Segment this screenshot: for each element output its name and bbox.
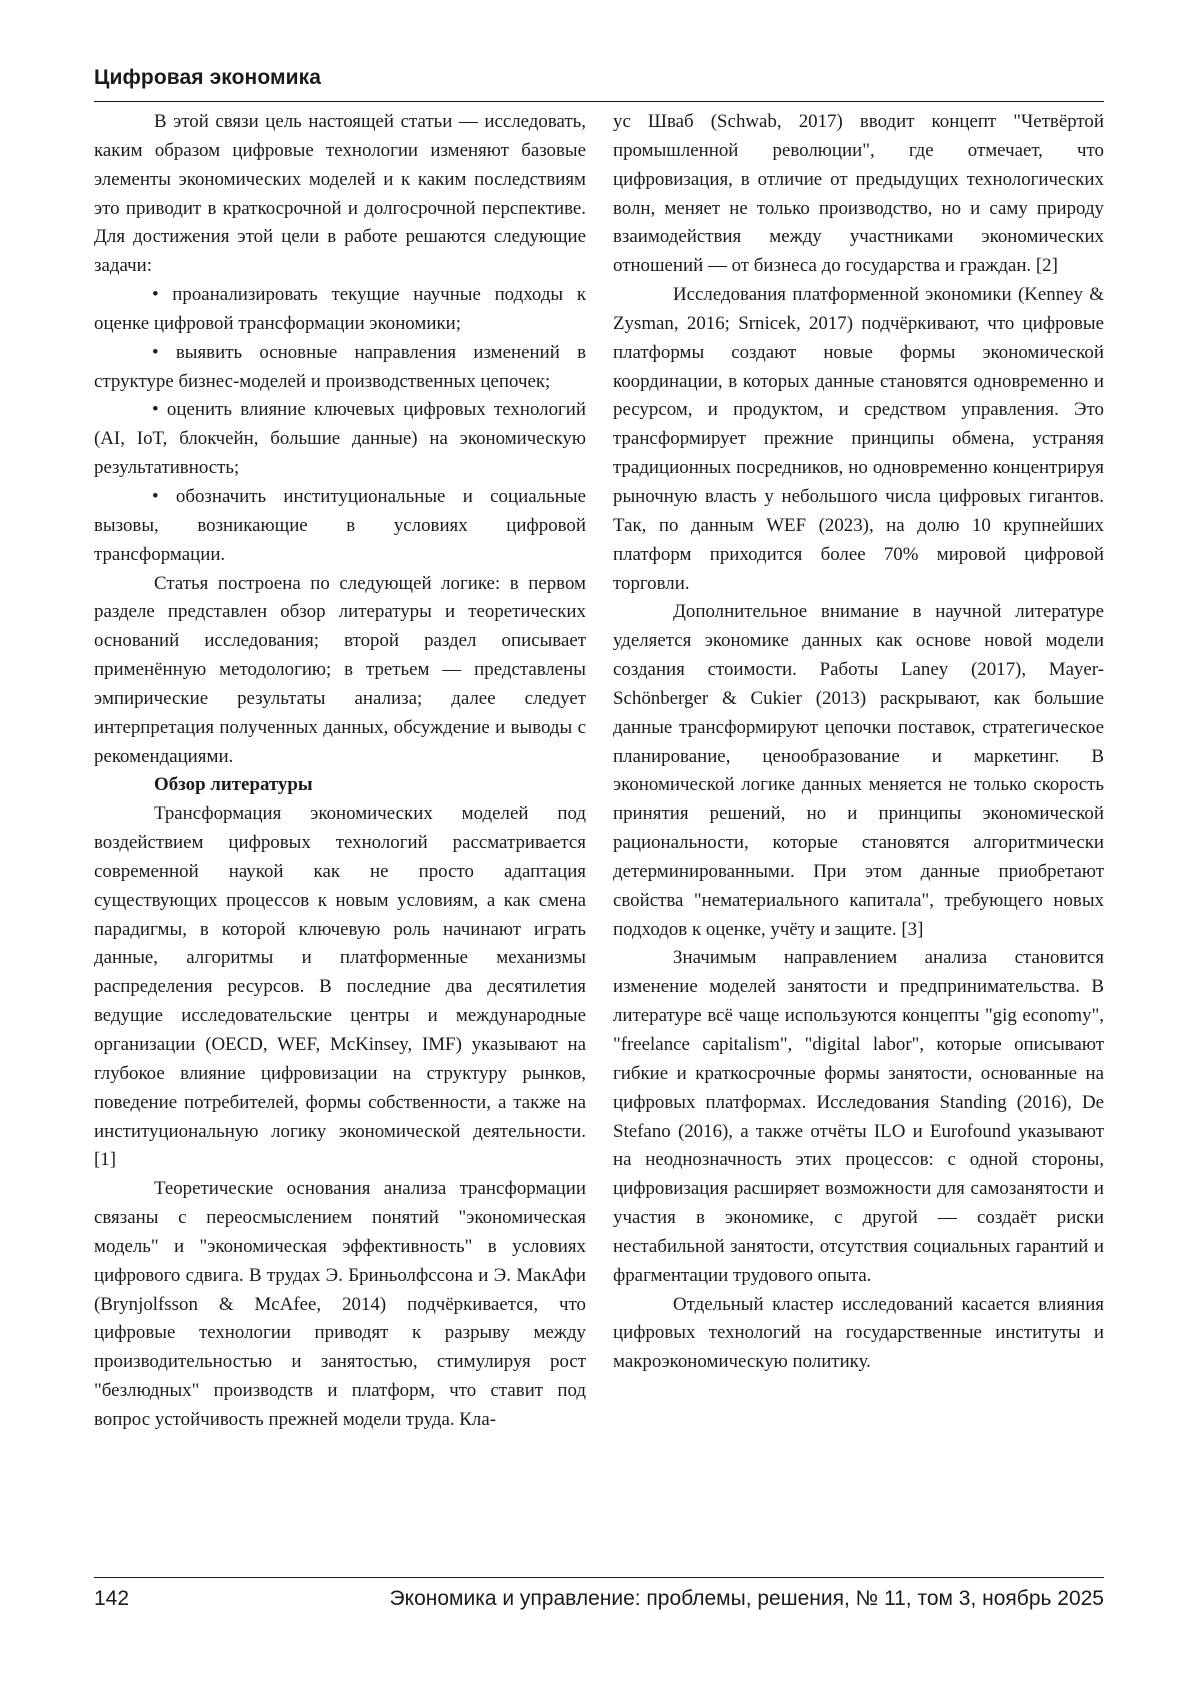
header-rule <box>94 101 1104 102</box>
structure-paragraph: Статья построена по следующей логике: в первом разделе представлен обзор литературы и теоретических оснований исследования; второй раздел описывает применённую методологию; в третьем — представлены эмпирические результаты анализа; далее следует интерпретация полученных данных, обсуждение и выводы с рекомендациями. <box>94 572 586 767</box>
section-heading: Обзор литературы <box>154 774 313 796</box>
right-column <box>613 108 1104 1377</box>
body-paragraph: Отдельный кластер исследований касается влияния цифровых технологий на государственные институты и макроэкономическую политику. <box>613 1293 1104 1373</box>
task-bullet: • проанализировать текущие научные подходы к оценке цифровой трансформации экономики; <box>94 284 586 334</box>
footer-rule <box>94 1577 1104 1578</box>
journal-citation: Экономика и управление: проблемы, решения, № 11, том 3, ноябрь 2025 <box>389 1587 1104 1610</box>
intro-paragraph: В этой связи цель настоящей статьи — исследовать, каким образом цифровые технологии изменяют базовые элементы экономических моделей и к каким последствиям это приводит в краткосрочной и долгосрочной перспективе. Для достижения этой цели в работе решаются следующие задачи: <box>94 111 586 277</box>
left-column <box>94 108 586 1435</box>
continued-paragraph: ус Шваб (Schwab, 2017) вводит концепт "Четвёртой промышленной революции", где отмечает, что цифровизация, в отличие от предыдущих технологических волн, меняет не только производство, но и саму природу взаимодействия между участниками экономических отношений — от бизнеса до государства и граждан. [2] <box>613 111 1104 277</box>
body-paragraph: Значимым направлением анализа становится изменение моделей занятости и предпринимательства. В литературе всё чаще используются концепты "gig economy", "freelance capitalism", "digital labor", которые описывают гибкие и краткосрочные формы занятости, основанные на цифровых платформах. Исследования Standing (2016), De Stefano (2016), а также отчёты ILO и Eurofound указывают на неоднозначность этих процессов: с одной стороны, цифровизация расширяет возможности для самозанятости и участия в экономике, с другой — создаёт риски нестабильной занятости, отсутствия социальных гарантий и фрагментации трудового опыта. <box>613 947 1104 1286</box>
body-paragraph: Исследования платформенной экономики (Kenney & Zysman, 2016; Srnicek, 2017) подчёркивают, что цифровые платформы создают новые формы экономической координации, в которых данные становятся одновременно и ресурсом, и продуктом, и средством управления. Это трансформирует прежние принципы обмена, устраняя традиционных посредников, но одновременно концентрируя рыночную власть у небольшого числа цифровых гигантов. Так, по данным WEF (2023), на долю 10 крупнейших платформ приходится более 70% мировой цифровой торговли. <box>613 284 1104 594</box>
body-paragraph: Трансформация экономических моделей под воздействием цифровых технологий рассматривается современной наукой как не просто адаптация существующих процессов к новым условиям, а как смена парадигмы, в которой ключевую роль начинают играть данные, алгоритмы и платформенные механизмы распределения ресурсов. В последние два десятилетия ведущие исследовательские центры и международные организации (OECD, WEF, McKinsey, IMF) указывают на глубокое влияние цифровизации на структуру рынков, поведение потребителей, формы собственности, а также на институциональную логику экономической деятельности. [1] <box>94 803 586 1171</box>
body-paragraph: Теоретические основания анализа трансформации связаны с переосмыслением понятий "экономическая модель" и "экономическая эффективность" в условиях цифрового сдвига. В трудах Э. Бриньолфссона и Э. МакАфи (Brynjolfsson & McAfee, 2014) подчёркивается, что цифровые технологии приводят к разрыву между производительностью и занятостью, стимулируя рост "безлюдных" производств и платформ, что ставит под вопрос устойчивость прежней модели труда. Кла- <box>94 1178 586 1430</box>
body-paragraph: Дополнительное внимание в научной литературе уделяется экономике данных как основе новой модели создания стоимости. Работы Laney (2017), Mayer-Schönberger & Cukier (2013) раскрывают, как большие данные трансформируют цепочки поставок, стратегическое планирование, ценообразование и маркетинг. В экономической логике данных меняется не только скорость принятия решений, но и принципы экономической рациональности, которые становятся алгоритмически детерминированными. При этом данные приобретают свойства "нематериального капитала", требующего новых подходов к оценке, учёту и защите. [3] <box>613 601 1104 940</box>
task-bullet: • оценить влияние ключевых цифровых технологий (AI, IoT, блокчейн, большие данные) на экономическую результативность; <box>94 399 586 479</box>
page-number: 142 <box>94 1587 130 1610</box>
task-bullet: • выявить основные направления изменений в структуре бизнес-моделей и производственных цепочек; <box>94 341 586 392</box>
running-header: Цифровая экономика <box>94 66 322 89</box>
task-bullet: • обозначить институциональные и социальные вызовы, возникающие в условиях цифровой трансформации. <box>94 485 586 565</box>
